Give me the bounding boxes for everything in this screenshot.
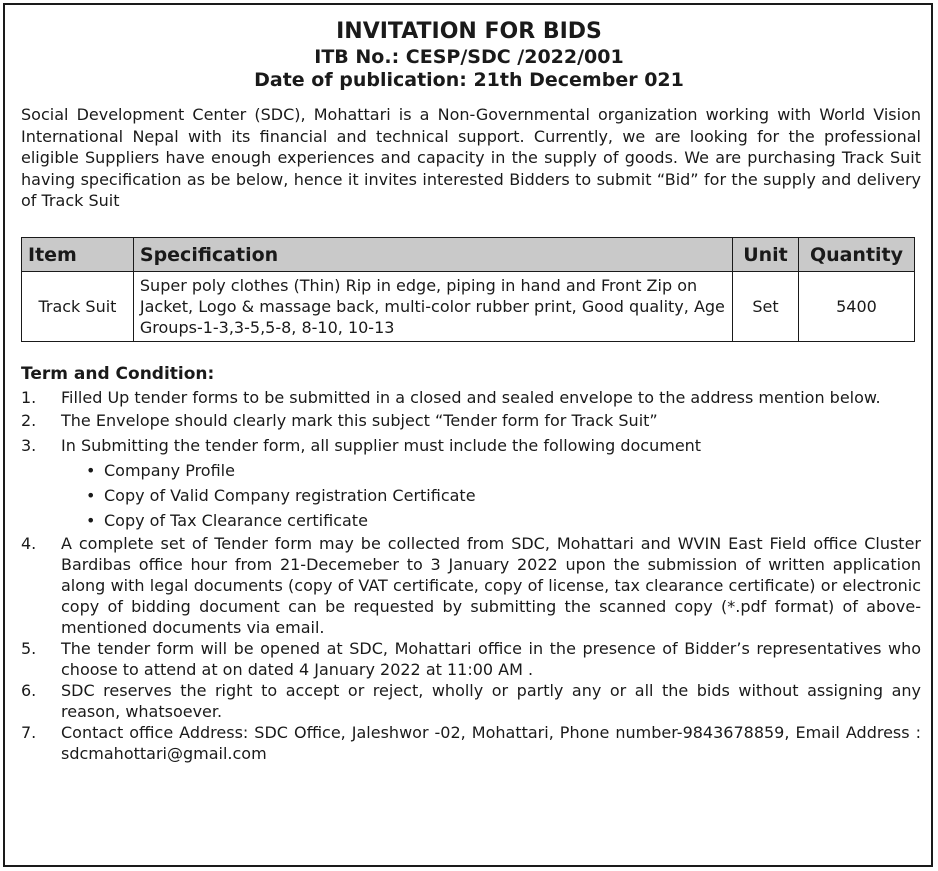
term-text: SDC reserves the right to accept or reject, wholly or partly any or all the bids without assigning any reason, whatsoever.	[61, 681, 921, 721]
item-number: 1.	[21, 388, 37, 407]
publication-date: Date of publication: 21th December 021	[254, 69, 684, 91]
item-number: 4.	[21, 534, 37, 553]
term-text: The Envelope should clearly mark this subject “Tender form for Track Suit”	[61, 411, 658, 430]
intro-text: Social Development Center (SDC), Mohattari is a Non-Governmental organization working with World Vision International Nepal with its financial and technical support. Currently, we are looking for the professional eligible Suppliers have enough experiences and capacity in the supply of goods. We are purchasing Track Suit having specification as be below, hence it invites interested Bidders to submit “Bid” for the supply and delivery of Track Suit	[21, 105, 921, 211]
term-text: Filled Up tender forms to be submitted in a closed and sealed envelope to the address mention below.	[61, 388, 881, 407]
cell-quantity: 5400	[798, 272, 914, 342]
bullet-icon: •	[86, 486, 96, 505]
header-item: Item	[22, 238, 134, 272]
header-specification: Specification	[133, 238, 732, 272]
table-row	[22, 272, 915, 342]
bullet-icon: •	[86, 511, 96, 530]
item-number: 2.	[21, 411, 37, 430]
document-label: Company Profile	[104, 461, 235, 480]
terms-section	[21, 362, 921, 764]
item-number: 6.	[21, 681, 37, 700]
document-label: Copy of Valid Company registration Certificate	[104, 486, 476, 505]
list-item	[21, 722, 921, 764]
item-number: 5.	[21, 639, 37, 658]
cell-specification: Super poly clothes (Thin) Rip in edge, piping in hand and Front Zip on Jacket, Logo & massage back, multi-color rubber print, Good quality, Age Groups-1-3,3-5,5-8, 8-10, 10-13	[133, 272, 732, 342]
document-item	[61, 483, 921, 508]
cell-unit: Set	[733, 272, 799, 342]
header-unit: Unit	[733, 238, 799, 272]
term-text: A complete set of Tender form may be collected from SDC, Mohattari and WVIN East Field office Cluster Bardibas office hour from 21-Decemeber to 3 January 2022 upon the submission of written application along with legal documents (copy of VAT certificate, copy of license, tax clearance certificate) or electronic copy of bidding document can be requested by submitting the scanned copy (*.pdf format) of above-mentioned documents via email.	[61, 534, 921, 637]
document-item	[61, 508, 921, 533]
item-number: 7.	[21, 723, 37, 742]
list-item	[21, 680, 921, 722]
terms-list	[21, 387, 921, 764]
term-text: Contact office Address: SDC Office, Jaleshwor -02, Mohattari, Phone number-9843678859, Email Address : sdcmahottari@gmail.com	[61, 723, 921, 763]
term-text: In Submitting the tender form, all supplier must include the following document	[61, 436, 702, 455]
required-documents-list	[61, 458, 921, 533]
intro-paragraph	[21, 104, 921, 212]
bullet-icon: •	[86, 461, 96, 480]
table-header-row	[22, 238, 915, 272]
header-quantity: Quantity	[798, 238, 914, 272]
document-label: Copy of Tax Clearance certificate	[104, 511, 368, 530]
terms-heading: Term and Condition:	[21, 364, 215, 384]
list-item	[21, 638, 921, 680]
notice-title: INVITATION FOR BIDS	[336, 19, 602, 44]
itb-number: ITB No.: CESP/SDC /2022/001	[314, 46, 624, 68]
term-text: The tender form will be opened at SDC, Mohattari office in the presence of Bidder’s representatives who choose to attend at on dated 4 January 2022 at 11:00 AM .	[61, 639, 921, 679]
document-item	[61, 458, 921, 483]
list-item	[21, 433, 921, 533]
item-number: 3.	[21, 436, 37, 455]
list-item	[21, 387, 921, 408]
list-item	[21, 408, 921, 433]
bid-table	[21, 237, 915, 342]
cell-item: Track Suit	[22, 272, 134, 342]
list-item	[21, 533, 921, 638]
